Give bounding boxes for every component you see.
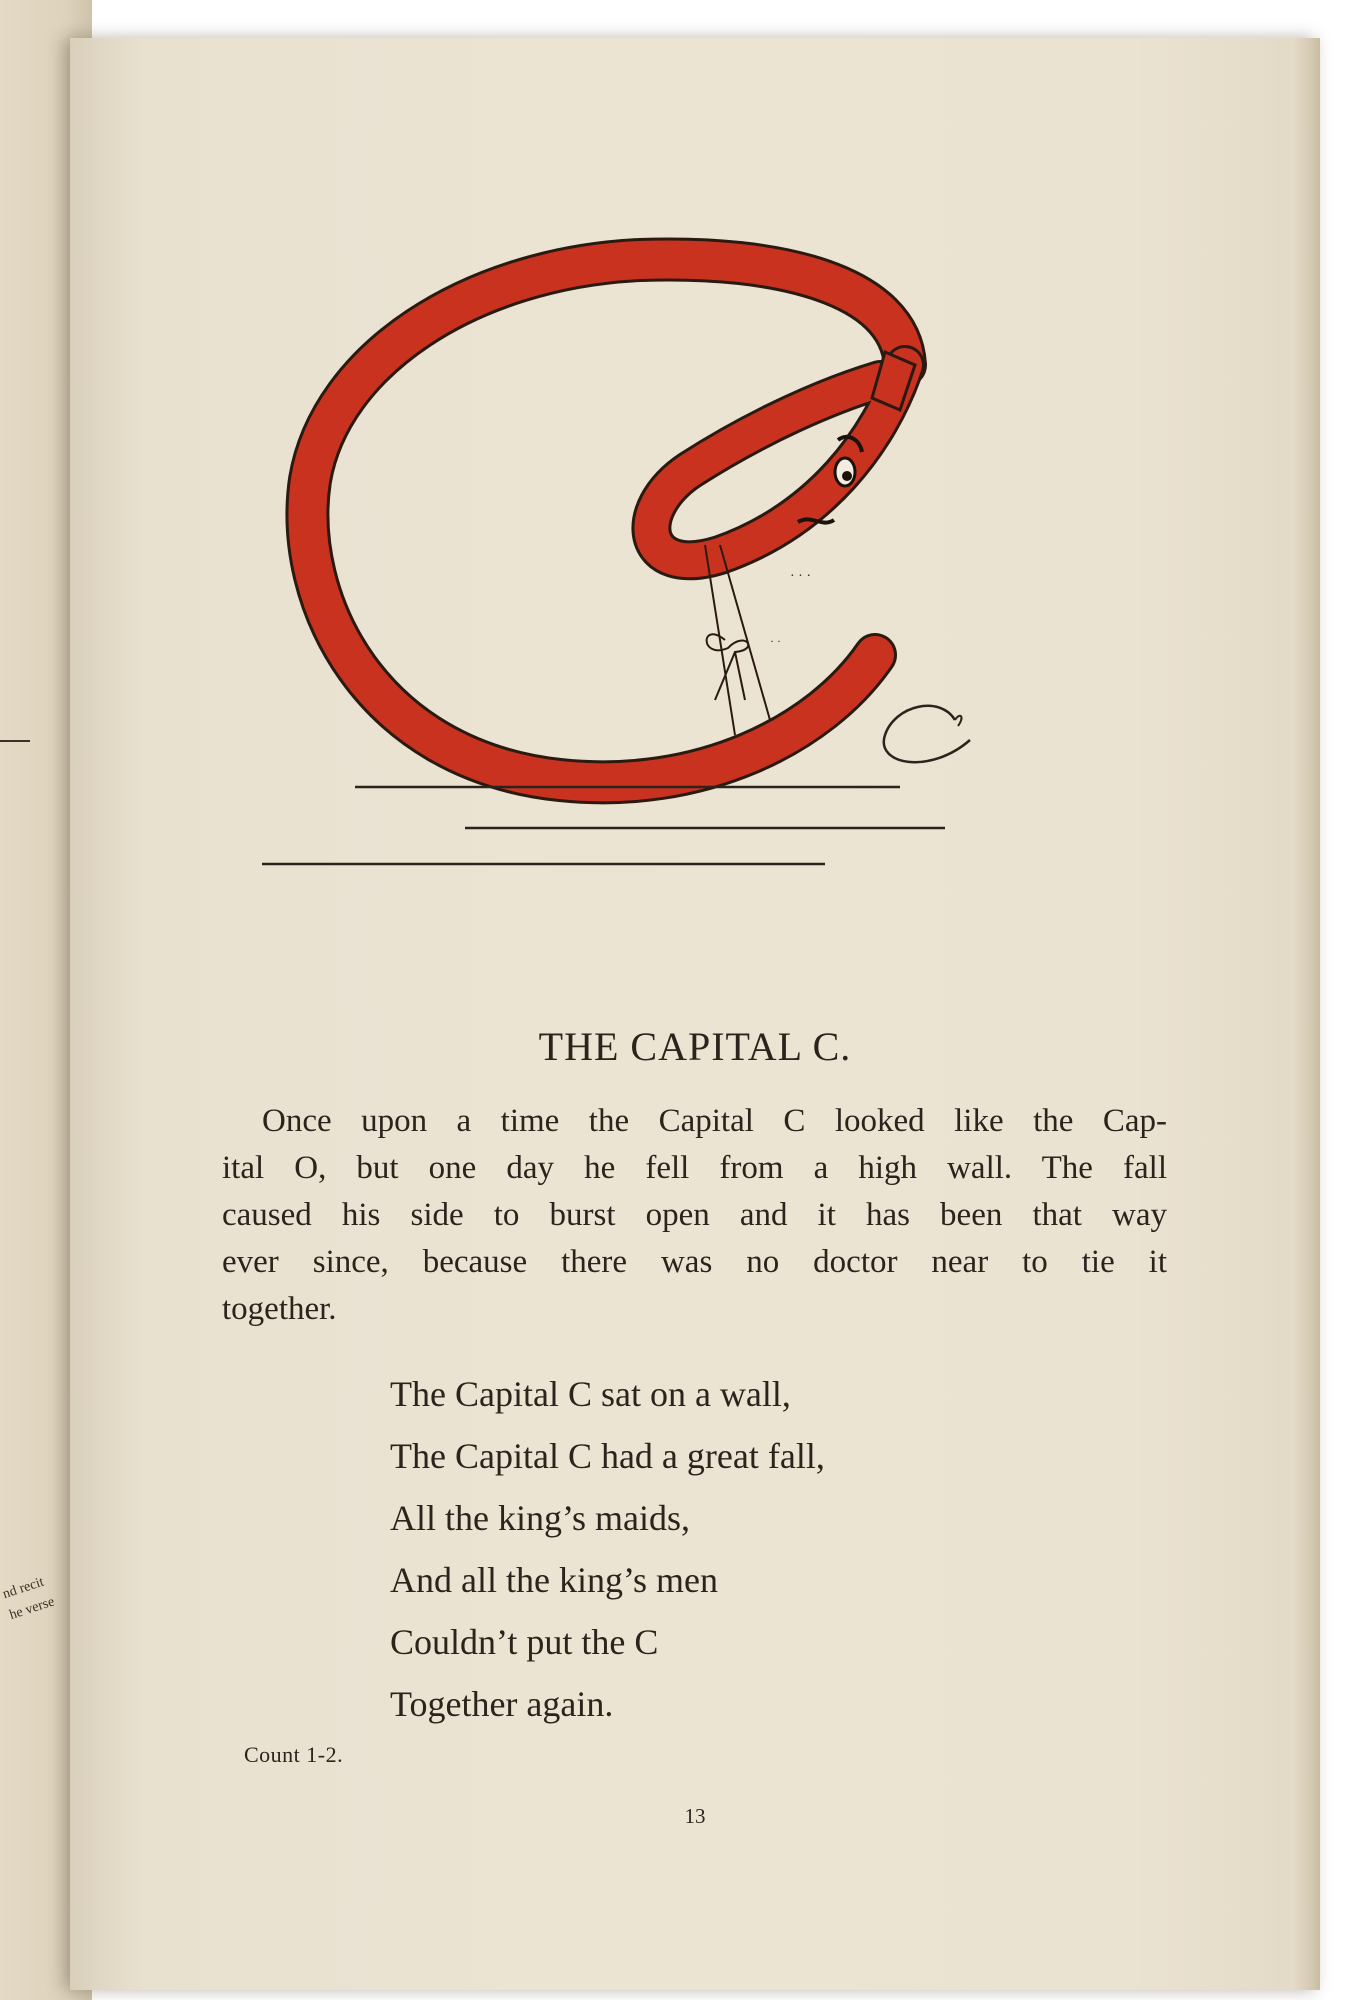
verse-line: The Capital C had a great fall, [390,1436,825,1476]
paragraph-line: ital O, but one day he fell from a high wall. The fall [222,1150,1167,1186]
paragraph-line: ever since, because there was no doctor near to tie it [222,1244,1167,1280]
small-c-script-tail [955,716,961,726]
letter-c-inner-loop [651,365,905,560]
speed-marks: · · [770,634,781,648]
pupil-icon [842,471,852,481]
speed-marks: · · · [790,569,811,584]
facing-page-text-fragment: nd recit he verse [0,1574,57,1624]
page-title: THE CAPITAL C. [538,1024,852,1069]
verse-block [390,1363,825,1735]
capital-c-illustration [0,0,1354,900]
verse-line: And all the king’s men [390,1560,718,1600]
paragraph-line: Once upon a time the Capital C looked like the Cap- [262,1103,1167,1139]
verse-line: Couldn’t put the C [390,1622,659,1662]
letter-c-character [307,259,915,782]
story-paragraph [222,1098,1167,1333]
verse-line: Together again. [390,1684,614,1724]
small-c-script [884,706,970,762]
count-note: Count 1-2. [244,1742,344,1767]
verse-line: The Capital C sat on a wall, [390,1374,791,1414]
paragraph-line: together. [222,1291,337,1327]
verse-line: All the king’s maids, [390,1498,690,1538]
page-number: 13 [684,1804,706,1828]
paragraph-line: caused his side to burst open and it has been that way [222,1197,1167,1233]
